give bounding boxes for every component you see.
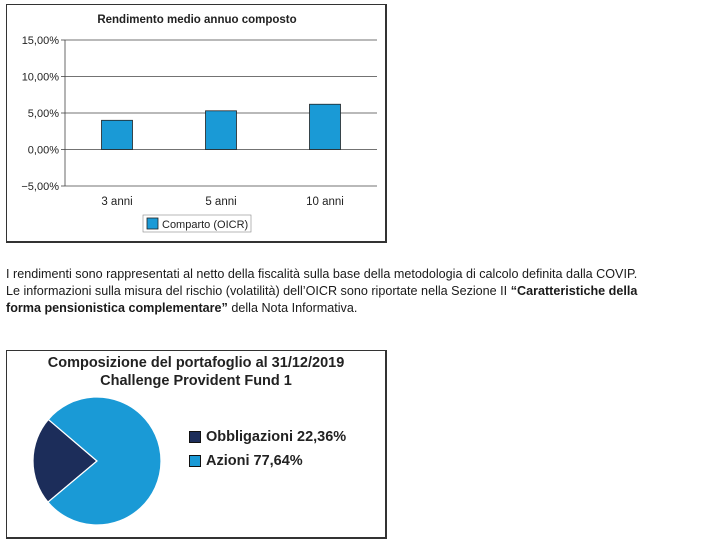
bar-5-anni [206,111,237,150]
bar-chart-title: Rendimento medio annuo composto [97,14,297,26]
pie-chart-panel [6,350,387,539]
notes-line-3-text: della Nota Informativa. [227,301,358,315]
pie-chart [7,351,388,540]
bar-legend-swatch [147,218,158,229]
bar-10-anni [310,104,341,149]
bar-3-anni [102,120,133,149]
notes-line-1: I rendimenti sono rappresentati al netto della fiscalità sulla base della metodologia di calcolo definita dalla COVIP. [6,267,638,281]
pie-chart-title-line-1: Composizione del portafoglio al 31/12/2019 [47,355,345,371]
y-tick-label: 0,00% [27,144,59,157]
bar-legend-label: Comparto (OICR) [162,219,249,231]
pie-legend-swatch-azioni [189,455,201,467]
y-tick-label: 15,00% [21,35,59,47]
y-tick-label: −5,00% [21,181,59,193]
notes-line-3 [6,300,712,317]
notes-section-ref-part-1: “Caratteristiche della [510,284,638,298]
pie-legend-item-obbligazioni [189,429,346,445]
pie-legend-swatch-obbligazioni [189,431,201,443]
bar-chart-panel [6,4,387,243]
x-tick-label: 10 anni [306,196,344,208]
notes-text [6,266,712,317]
notes-section-ref-part-2: forma pensionistica complementare” [6,301,228,315]
bar-chart [7,5,388,244]
pie-legend-label-azioni: Azioni 77,64% [206,453,303,469]
y-tick-label: 10,00% [21,71,59,84]
y-tick-label: 5,00% [27,108,59,120]
x-tick-label: 3 anni [101,196,133,208]
pie-legend-item-azioni [189,453,303,469]
notes-line-2 [6,283,712,300]
pie-chart-title-line-2: Challenge Provident Fund 1 [100,373,292,389]
x-tick-label: 5 anni [205,196,237,208]
pie-legend-label-obbligazioni: Obbligazioni 22,36% [206,429,347,445]
notes-line-2-text: Le informazioni sulla misura del rischio (volatilità) dell’OICR sono riportate nella Sezione II [6,284,511,298]
